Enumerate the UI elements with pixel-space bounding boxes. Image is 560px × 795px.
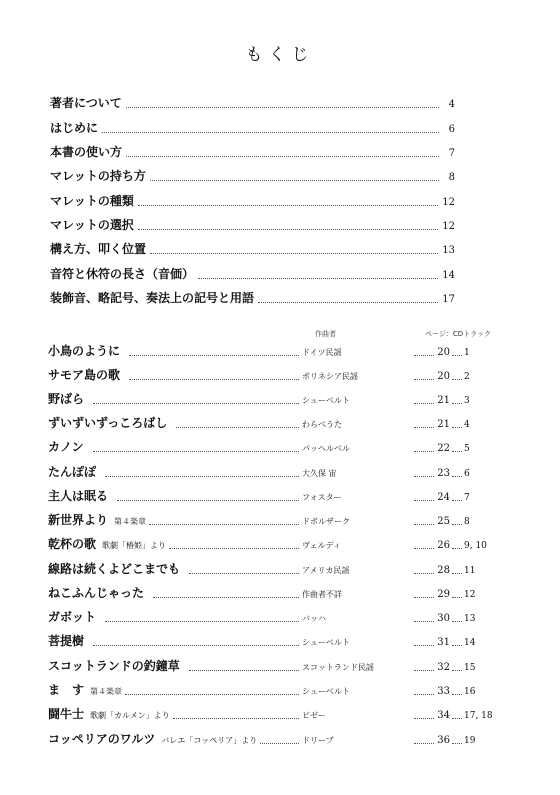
song-title: 野ばら — [48, 392, 85, 406]
song-title: 新世界より — [48, 513, 109, 527]
song-composer: パッヘルベル — [302, 444, 350, 453]
song-composer: ヴェルディ — [302, 541, 342, 550]
toc-label: 音符と休符の長さ（音価） — [50, 267, 195, 281]
page-track-header: ページ：CDトラック — [425, 330, 491, 338]
leader-dots — [414, 635, 434, 646]
leader-dots — [414, 733, 434, 744]
song-composer: シューベルト — [302, 638, 350, 647]
leader-dots — [93, 635, 299, 646]
song-page: 24 — [437, 492, 450, 503]
toc-label: はじめに — [50, 121, 99, 135]
song-entry[interactable] — [48, 657, 494, 673]
leader-dots — [414, 660, 434, 671]
song-title: たんぽぽ — [48, 465, 97, 479]
leader-dots — [414, 466, 434, 477]
toc-page: 12 — [442, 197, 455, 208]
leader-dots — [125, 684, 299, 695]
song-subtitle: バレエ「コッペリア」より — [161, 736, 258, 745]
toc-entry[interactable] — [50, 119, 455, 135]
song-subtitle: 歌劇「椿姫」より — [102, 541, 167, 550]
song-title: サモア島の歌 — [48, 368, 121, 382]
leader-dots — [414, 587, 434, 598]
song-title: コッペリアのワルツ — [48, 732, 156, 746]
toc-label: 装飾音、略記号、奏法上の記号と用語 — [50, 291, 255, 305]
song-track: 14 — [464, 638, 476, 648]
leader-dots — [150, 243, 438, 254]
leader-dots — [452, 684, 462, 695]
song-title: ま す — [48, 683, 85, 697]
leader-dots — [414, 490, 434, 501]
song-entry[interactable] — [48, 584, 494, 600]
leader-dots — [452, 490, 462, 501]
song-track: 7 — [464, 493, 470, 503]
leader-dots — [452, 587, 462, 598]
toc-label: 構え方、叩く位置 — [50, 242, 147, 256]
song-entry[interactable] — [48, 608, 494, 624]
song-composer: シューベルト — [302, 687, 350, 696]
song-title: 線路は続くよどこまでも — [48, 562, 181, 576]
leader-dots — [452, 563, 462, 574]
song-title: スコットランドの釣鐘草 — [48, 659, 180, 673]
song-page: 20 — [437, 347, 450, 358]
leader-dots — [93, 441, 299, 452]
leader-dots — [452, 733, 462, 744]
leader-dots — [189, 660, 299, 671]
leader-dots — [105, 466, 299, 477]
song-entry[interactable] — [48, 487, 494, 503]
leader-dots — [452, 466, 462, 477]
song-page: 30 — [437, 613, 450, 624]
leader-dots — [150, 170, 439, 181]
leader-dots — [176, 417, 299, 428]
leader-dots — [258, 292, 438, 303]
song-subtitle: 第４楽章 — [90, 687, 123, 696]
song-page: 28 — [437, 565, 450, 576]
song-composer: わらべうた — [302, 420, 342, 429]
leader-dots — [198, 268, 438, 279]
toc-entry[interactable] — [50, 167, 455, 183]
leader-dots — [414, 611, 434, 622]
leader-dots — [129, 345, 299, 356]
leader-dots — [414, 417, 434, 428]
song-entry[interactable] — [48, 390, 494, 406]
song-track: 19 — [464, 736, 476, 746]
song-title: ガボット — [48, 610, 97, 624]
song-composer: ドリーブ — [302, 736, 334, 745]
song-entry[interactable] — [48, 681, 494, 697]
leader-dots — [414, 708, 434, 719]
song-track: 12 — [464, 590, 476, 600]
leader-dots — [452, 708, 462, 719]
leader-dots — [117, 490, 299, 501]
song-composer: ビゼー — [302, 711, 326, 720]
song-title: ねこふんじゃった — [48, 586, 145, 600]
song-entry[interactable] — [48, 560, 494, 576]
song-track: 17, 18 — [464, 711, 493, 721]
song-title: ずいずいずっころばし — [48, 416, 168, 430]
composer-header: 作曲者 — [315, 330, 336, 338]
song-page: 29 — [437, 589, 450, 600]
leader-dots — [452, 345, 462, 356]
song-page: 22 — [437, 443, 450, 454]
leader-dots — [414, 369, 434, 380]
song-track: 8 — [464, 517, 470, 527]
leader-dots — [452, 393, 462, 404]
leader-dots — [138, 195, 438, 206]
song-page: 26 — [437, 540, 450, 551]
leader-dots — [126, 146, 439, 157]
leader-dots — [173, 708, 299, 719]
song-title: 主人は眠る — [48, 489, 109, 503]
leader-dots — [138, 219, 438, 230]
toc-page: 14 — [442, 270, 455, 281]
leader-dots — [452, 611, 462, 622]
leader-dots — [414, 563, 434, 574]
leader-dots — [452, 660, 462, 671]
toc-label: マレットの選択 — [50, 218, 134, 232]
song-composer: シューベルト — [302, 396, 350, 405]
song-subtitle: 歌劇「カルメン」より — [90, 711, 170, 720]
song-entry[interactable] — [48, 632, 494, 648]
song-track: 3 — [464, 396, 470, 406]
song-track: 9, 10 — [464, 541, 487, 551]
leader-dots — [260, 733, 299, 744]
leader-dots — [414, 684, 434, 695]
song-composer: ドボルザーク — [302, 517, 350, 526]
leader-dots — [169, 538, 299, 549]
song-composer: ポリネシア民謡 — [302, 372, 358, 381]
song-entry[interactable] — [48, 511, 494, 527]
toc-entry[interactable] — [50, 240, 455, 256]
toc-page: 17 — [442, 294, 455, 305]
leader-dots — [452, 514, 462, 525]
song-composer: バッハ — [302, 614, 326, 623]
song-composer: ドイツ民謡 — [302, 348, 342, 357]
song-composer: 大久保 宙 — [302, 469, 337, 478]
song-title: 菩提樹 — [48, 634, 85, 648]
leader-dots — [129, 369, 299, 380]
song-page: 25 — [437, 516, 450, 527]
song-entry[interactable] — [48, 535, 494, 551]
toc-entry[interactable] — [50, 216, 455, 232]
song-track: 2 — [464, 372, 470, 382]
leader-dots — [105, 611, 299, 622]
song-entry[interactable] — [48, 463, 494, 479]
toc-page: 6 — [448, 124, 455, 135]
song-title: 乾杯の歌 — [48, 537, 97, 551]
song-composer: 作曲者不詳 — [302, 590, 342, 599]
song-track: 11 — [464, 566, 476, 576]
toc-page: 13 — [442, 245, 455, 256]
song-entry[interactable] — [48, 438, 494, 454]
toc-page: 8 — [448, 172, 455, 183]
toc-label: マレットの持ち方 — [50, 169, 146, 183]
leader-dots — [452, 417, 462, 428]
song-entry[interactable] — [48, 414, 494, 430]
song-title: カノン — [48, 440, 84, 454]
leader-dots — [126, 97, 439, 108]
song-entry[interactable] — [48, 342, 494, 358]
leader-dots — [414, 514, 434, 525]
leader-dots — [414, 345, 434, 356]
song-track: 5 — [464, 444, 470, 454]
toc-entry[interactable] — [50, 143, 455, 159]
song-composer: アメリカ民謡 — [302, 566, 350, 575]
toc-entry[interactable] — [50, 265, 455, 281]
page-title: もくじ — [245, 45, 315, 65]
leader-dots — [414, 538, 434, 549]
song-track: 1 — [464, 348, 470, 358]
song-page: 34 — [437, 710, 450, 721]
song-entry[interactable] — [48, 366, 494, 382]
leader-dots — [102, 122, 439, 133]
song-subtitle: 第４楽章 — [114, 517, 147, 526]
toc-page: 7 — [448, 148, 455, 159]
leader-dots — [452, 538, 462, 549]
toc-page: 12 — [442, 221, 455, 232]
song-page: 21 — [437, 395, 450, 406]
leader-dots — [93, 393, 299, 404]
song-track: 15 — [464, 663, 476, 673]
toc-page: 4 — [448, 99, 455, 110]
song-track: 13 — [464, 614, 476, 624]
toc-entry[interactable] — [50, 192, 455, 208]
song-page: 33 — [437, 686, 450, 697]
song-track: 4 — [464, 420, 470, 430]
song-entry[interactable] — [48, 730, 494, 746]
song-track: 6 — [464, 469, 470, 479]
song-composer: スコットランド民謡 — [302, 663, 374, 672]
song-page: 23 — [437, 468, 450, 479]
leader-dots — [452, 369, 462, 380]
song-composer: フォスター — [302, 493, 342, 502]
toc-label: マレットの種類 — [50, 194, 134, 208]
song-entry[interactable] — [48, 705, 494, 721]
toc-label: 本書の使い方 — [50, 145, 123, 159]
leader-dots — [414, 441, 434, 452]
song-page: 21 — [437, 419, 450, 430]
toc-entry[interactable] — [50, 289, 455, 305]
song-title: 小鳥のように — [48, 344, 121, 358]
toc-label: 著者について — [50, 96, 122, 110]
song-title: 闘牛士 — [48, 707, 85, 721]
leader-dots — [189, 563, 299, 574]
song-track: 16 — [464, 687, 476, 697]
leader-dots — [153, 587, 299, 598]
song-page: 32 — [437, 662, 450, 673]
leader-dots — [149, 514, 299, 525]
leader-dots — [452, 635, 462, 646]
song-page: 36 — [437, 735, 450, 746]
song-page: 20 — [437, 371, 450, 382]
leader-dots — [452, 441, 462, 452]
leader-dots — [414, 393, 434, 404]
song-page: 31 — [437, 637, 450, 648]
toc-entry[interactable] — [50, 94, 455, 110]
